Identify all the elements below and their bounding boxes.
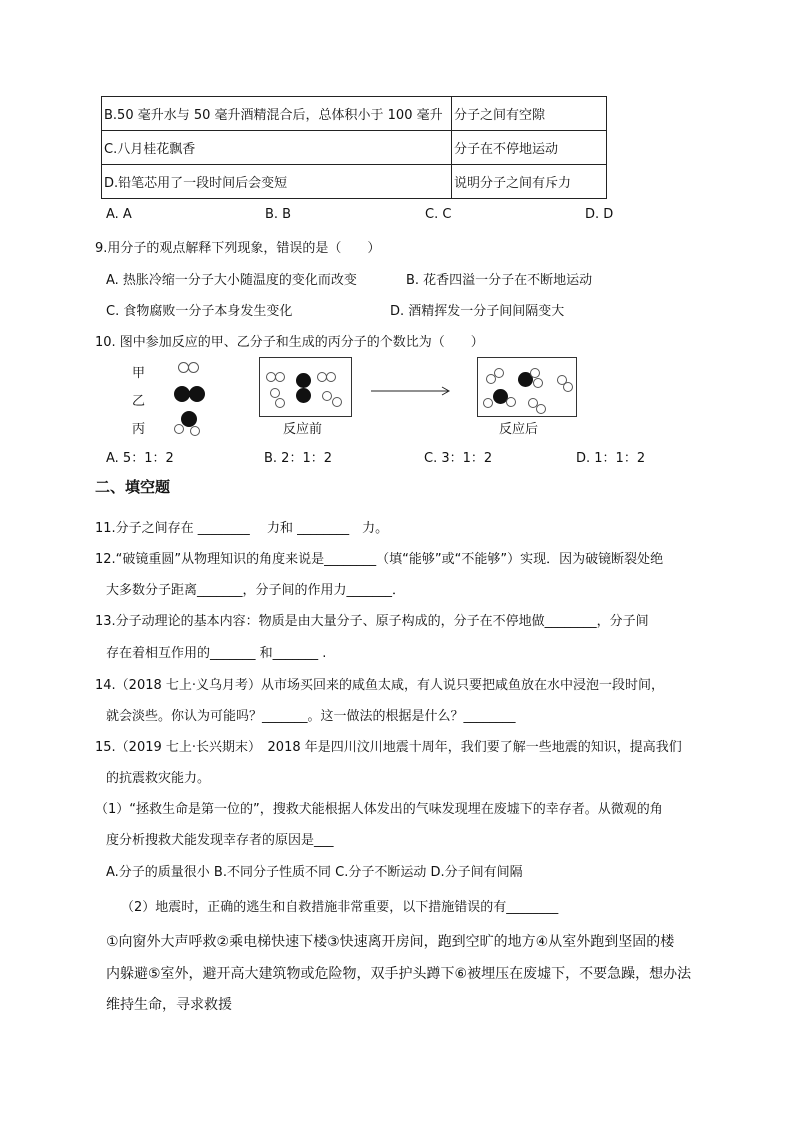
q9-option-c: C. 食物腐败一分子本身发生变化 <box>106 304 293 319</box>
reaction-before-label: 反应前 <box>283 422 323 437</box>
table-cell-left: C.八月桂花飘香 <box>102 131 452 165</box>
q15-stem-line-1: 15.（2019 七上·长兴期末） 2018 年是四川汶川地震十周年，我们要了解一些地震的知识，提高我们 <box>95 740 682 755</box>
legend-label-yi: 乙 <box>132 394 146 409</box>
q9-stem: 9.用分子的观点解释下列现象，错误的是（ ） <box>95 241 381 256</box>
q11-text: 11.分子之间存在 ________ 力和 ________ 力。 <box>95 521 389 536</box>
q8-option-table <box>101 96 607 199</box>
legend-label-jia: 甲 <box>132 366 146 381</box>
q14-line-1: 14.（2018 七上·义乌月考）从市场买回来的咸鱼太咸，有人说只要把咸鱼放在水中浸泡一段时间， <box>95 678 665 693</box>
q15-part1-options: A.分子的质量很小 B.不同分子性质不同 C.分子不断运动 D.分子间有间隔 <box>106 865 523 880</box>
q14-line-2: 就会淡些。你认为可能吗？_______。这一做法的根据是什么？________ <box>106 709 516 724</box>
section-title: 二、填空题 <box>95 478 171 496</box>
table-cell-left: B.50 毫升水与 50 毫升酒精混合后，总体积小于 100 毫升 <box>102 97 452 131</box>
q12-line-2: 大多数分子距离_______，分子间的作用力_______． <box>106 583 406 598</box>
q9-option-a: A. 热胀冷缩一分子大小随温度的变化而改变 <box>106 273 357 288</box>
q10-option-a: A. 5：1：2 <box>106 451 174 466</box>
table-cell-right: 说明分子之间有斥力 <box>452 165 607 199</box>
table-row <box>102 97 607 131</box>
q8-option-c: C. C <box>425 207 452 222</box>
table-cell-right: 分子之间有空隙 <box>452 97 607 131</box>
q8-option-b: B. B <box>265 207 292 222</box>
table-cell-right: 分子在不停地运动 <box>452 131 607 165</box>
q10-stem: 10. 图中参加反应的甲、乙分子和生成的丙分子的个数比为（ ） <box>95 335 484 350</box>
q15-part1-line-2: 度分析搜救犬能发现幸存者的原因是___ <box>106 833 334 848</box>
reaction-after-label: 反应后 <box>499 422 539 437</box>
q12-line-1: 12.“破镜重圆”从物理知识的角度来说是________（填“能够”或“不能够”）实现．因为破镜断裂处绝 <box>95 552 664 567</box>
q15-part1-line-1: （1）“拯救生命是第一位的”，搜救犬能根据人体发出的气味发现埋在废墟下的幸存者。从微观的角 <box>95 802 663 817</box>
reaction-after-box <box>477 357 577 417</box>
q8-option-a: A. A <box>106 207 132 222</box>
reaction-arrow-icon <box>370 385 452 397</box>
table-cell-left: D.铅笔芯用了一段时间后会变短 <box>102 165 452 199</box>
table-row <box>102 165 607 199</box>
q10-option-d: D. 1：1：2 <box>576 451 646 466</box>
q15-part2-stem: （2）地震时，正确的逃生和自救措施非常重要，以下措施错误的有________ <box>121 900 559 915</box>
q15-stem-line-2: 的抗震救灾能力。 <box>106 771 211 786</box>
q15-part2-items-line-3: 维持生命，寻求救援 <box>106 997 232 1013</box>
q10-option-b: B. 2：1：2 <box>264 451 332 466</box>
q13-line-2: 存在着相互作用的_______ 和_______ . <box>106 646 327 661</box>
q8-option-d: D. D <box>585 207 614 222</box>
q9-option-d: D. 酒精挥发一分子间间隔变大 <box>390 304 565 319</box>
q13-line-1: 13.分子动理论的基本内容：物质是由大量分子、原子构成的，分子在不停地做________，分子间 <box>95 614 649 629</box>
reaction-before-box <box>259 357 352 417</box>
legend-label-bing: 丙 <box>132 422 146 437</box>
table-row <box>102 131 607 165</box>
q15-part2-items-line-1: ①向窗外大声呼救②乘电梯快速下楼③快速离开房间，跑到空旷的地方④从室外跑到坚固的楼 <box>106 934 675 950</box>
q15-part2-items-line-2: 内躲避⑤室外，避开高大建筑物或危险物，双手护头蹲下⑥被埋压在废墟下，不要急躁，想办法 <box>106 966 692 982</box>
q10-option-c: C. 3：1：2 <box>424 451 493 466</box>
q9-option-b: B. 花香四溢一分子在不断地运动 <box>406 273 593 288</box>
